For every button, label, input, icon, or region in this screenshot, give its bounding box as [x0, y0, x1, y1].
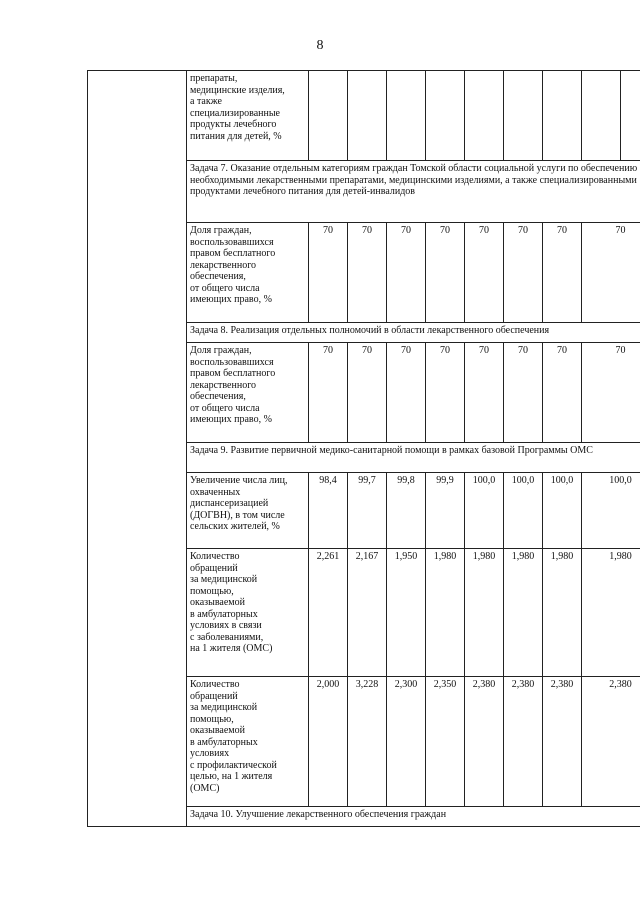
indicator-value: 70 [348, 343, 387, 443]
indicator-value: 1,980 [504, 549, 543, 677]
indicator-value: 100,0 [504, 473, 543, 549]
indicator-value: 70 [543, 223, 582, 323]
indicator-value [621, 71, 640, 161]
indicator-value: 70 [504, 223, 543, 323]
indicator-value: 1,980 [465, 549, 504, 677]
indicator-label-line: обращений [190, 562, 238, 574]
indicator-value [309, 71, 348, 161]
indicator-value: 3,228 [348, 677, 387, 807]
indicator-value: 2,380 [582, 677, 640, 807]
indicator-value: 100,0 [465, 473, 504, 549]
indicator-value: 70 [504, 343, 543, 443]
indicator-label-line: в амбулаторных [190, 736, 258, 748]
indicator-label-line: воспользовавшихся [190, 236, 274, 248]
indicator-label-line: на 1 жителя (ОМС) [190, 643, 273, 654]
indicator-value [543, 71, 582, 161]
indicator-value [504, 71, 543, 161]
indicator-label-line: воспользовавшихся [190, 356, 274, 368]
indicator-label-line: от общего числа [190, 402, 260, 414]
indicator-label [187, 677, 309, 807]
program-indicators-table [87, 70, 640, 827]
indicator-label-line: Доля граждан, [190, 345, 252, 356]
indicator-label-line: условиях [190, 748, 230, 759]
indicator-value: 70 [309, 223, 348, 323]
indicator-value [465, 71, 504, 161]
indicator-value: 2,300 [387, 677, 426, 807]
indicator-value: 70 [465, 343, 504, 443]
indicator-label-line: лекарственного [190, 379, 257, 391]
indicator-label-line: в амбулаторных [190, 608, 258, 620]
indicator-label-line: препараты, [190, 73, 238, 84]
indicator-label-line: за медицинской [190, 702, 258, 713]
indicator-value: 1,980 [582, 549, 640, 677]
indicator-label [187, 549, 309, 677]
indicator-label-line: обеспечения, [190, 391, 246, 402]
indicator-label-line: имеющих право, % [190, 294, 272, 305]
indicator-value: 99,8 [387, 473, 426, 549]
indicator-value [348, 71, 387, 161]
indicator-value: 1,980 [543, 549, 582, 677]
indicator-value: 70 [426, 343, 465, 443]
indicator-label-line: оказываемой [190, 725, 245, 736]
indicator-label-line: Доля граждан, [190, 225, 252, 236]
indicator-value: 98,4 [309, 473, 348, 549]
indicator-label-line: от общего числа [190, 282, 260, 294]
indicator-label-line: помощью, [190, 713, 234, 725]
indicator-label-line: имеющих право, % [190, 414, 272, 425]
indicator-label-line: охваченных [190, 486, 241, 498]
page-number: 8 [316, 38, 324, 53]
indicator-value: 70 [309, 343, 348, 443]
indicator-value: 2,000 [309, 677, 348, 807]
indicator-value: 70 [582, 343, 640, 443]
indicator-value: 2,380 [504, 677, 543, 807]
task-heading: Задача 7. Оказание отдельным категориям граждан Томской области социальной услуги по обеспечению необходимыми лекарственными препаратами, медицинскими изделиями, а также специализированными продуктами лечебного питания для детей-инвалидов [187, 161, 640, 223]
indicator-label-line: питания для детей, % [190, 130, 282, 142]
indicator-label-line: за медицинской [190, 574, 258, 585]
indicator-value: 1,950 [387, 549, 426, 677]
indicator-label-line: а также [190, 96, 222, 107]
indicator-label [187, 71, 309, 161]
indicator-label-line: Количество [190, 679, 240, 690]
program-column-cell [88, 71, 187, 827]
task-heading: Задача 8. Реализация отдельных полномочий в области лекарственного обеспечения [187, 323, 640, 343]
indicator-value: 2,380 [465, 677, 504, 807]
indicator-value: 100,0 [582, 473, 640, 549]
indicator-label-line: (ОМС) [190, 782, 220, 794]
indicator-label [187, 473, 309, 549]
indicator-label-line: целью, на 1 жителя [190, 771, 273, 782]
indicator-label-line: Количество [190, 551, 240, 562]
indicator-value: 2,380 [543, 677, 582, 807]
indicator-value: 2,167 [348, 549, 387, 677]
indicator-value: 70 [465, 223, 504, 323]
indicator-value: 2,261 [309, 549, 348, 677]
indicator-label-line: оказываемой [190, 597, 245, 608]
indicator-value: 70 [543, 343, 582, 443]
indicator-label-line: лекарственного [190, 259, 257, 271]
indicator-label-line: правом бесплатного [190, 248, 276, 259]
task-heading: Задача 9. Развитие первичной медико-санитарной помощи в рамках базовой Программы ОМС [187, 443, 640, 473]
indicator-row [88, 71, 640, 161]
indicator-label-line: обеспечения, [190, 271, 246, 282]
indicator-value: 1,980 [426, 549, 465, 677]
indicator-label [187, 343, 309, 443]
indicator-label-line: специализированные [190, 107, 280, 119]
indicator-label-line: (ДОГВН), в том числе [190, 509, 285, 521]
indicator-value [582, 71, 621, 161]
indicator-label-line: медицинские изделия, [190, 84, 285, 96]
indicator-label-line: с профилактической [190, 759, 277, 771]
indicator-value: 2,350 [426, 677, 465, 807]
indicator-label [187, 223, 309, 323]
indicator-value: 70 [387, 223, 426, 323]
indicator-value: 70 [387, 343, 426, 443]
indicator-label-line: обращений [190, 690, 238, 702]
indicator-label-line: сельских жителей, % [190, 521, 280, 532]
indicator-value: 100,0 [543, 473, 582, 549]
indicator-value: 99,7 [348, 473, 387, 549]
indicator-value: 70 [426, 223, 465, 323]
table-body [88, 71, 640, 827]
indicator-label-line: условиях в связи [190, 620, 262, 631]
indicator-label-line: помощью, [190, 585, 234, 597]
task-heading: Задача 10. Улучшение лекарственного обеспечения граждан [187, 807, 640, 827]
indicator-label-line: продукты лечебного [190, 119, 277, 130]
indicator-label-line: с заболеваниями, [190, 631, 264, 643]
indicator-label-line: Увеличение числа лиц, [190, 475, 288, 486]
indicator-label-line: правом бесплатного [190, 368, 276, 379]
indicator-label-line: диспансеризацией [190, 498, 269, 509]
indicator-value: 70 [348, 223, 387, 323]
indicator-value: 70 [582, 223, 640, 323]
indicator-value: 99,9 [426, 473, 465, 549]
indicator-value [387, 71, 426, 161]
indicator-value [426, 71, 465, 161]
